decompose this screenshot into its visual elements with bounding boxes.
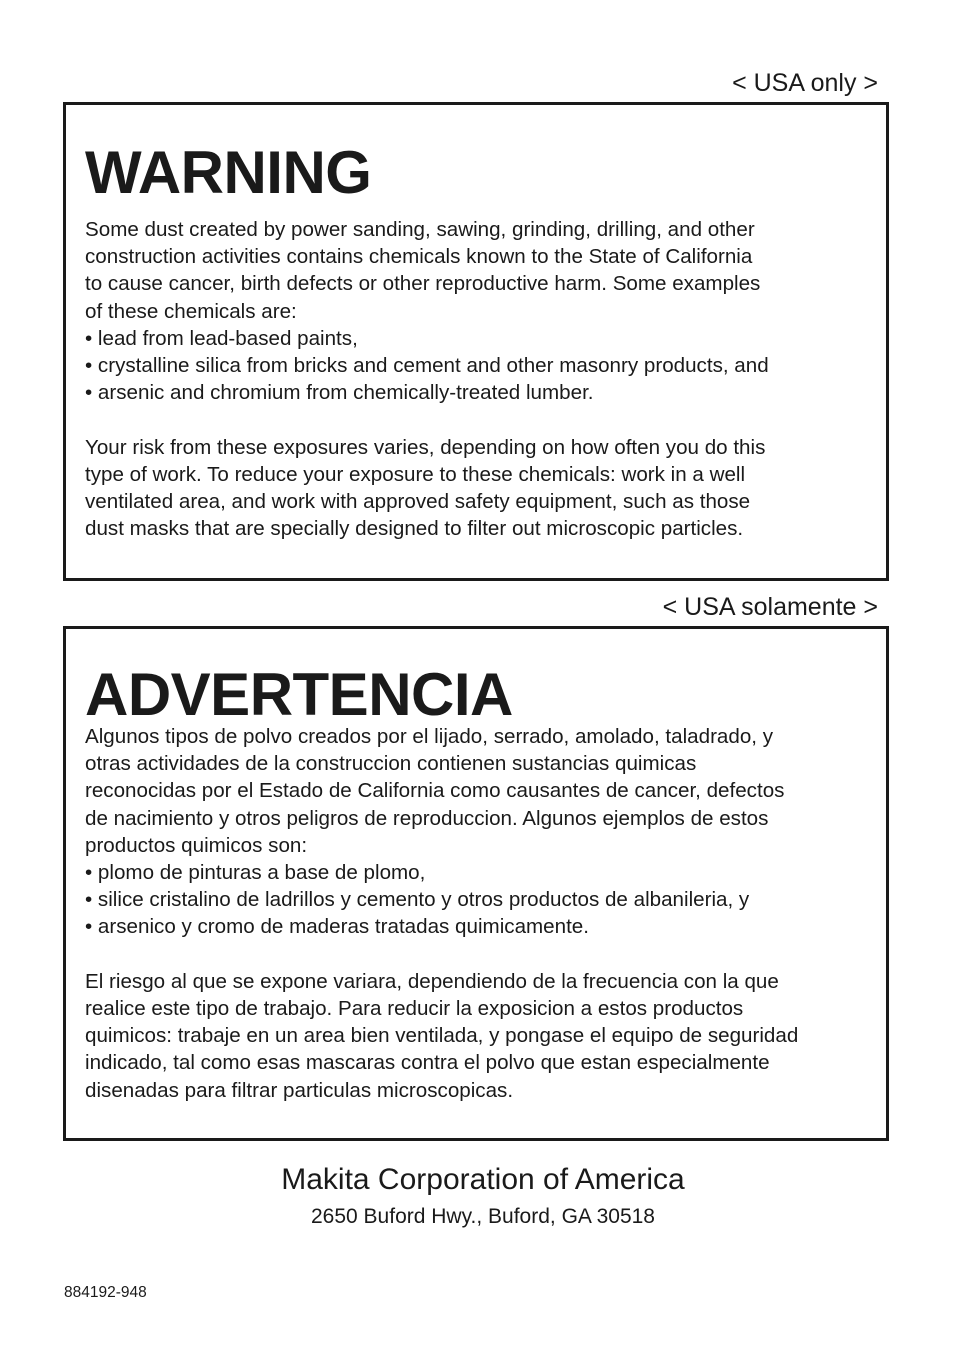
warning-risk-line: Your risk from these exposures varies, depending on how often you do this — [85, 435, 766, 459]
advertencia-risk-paragraph — [85, 968, 876, 1104]
company-address: 2650 Buford Hwy., Buford, GA 30518 — [311, 1205, 655, 1228]
warning-title: WARNING — [85, 139, 372, 206]
advertencia-risk-line: indicado, tal como esas mascaras contra el polvo que estan especialmente — [85, 1051, 770, 1075]
warning-bullet-item: • arsenic and chromium from chemically-treated lumber. — [85, 381, 594, 405]
advertencia-intro-line: productos quimicos son: — [85, 833, 308, 857]
advertencia-bullet-item: • plomo de pinturas a base de plomo, — [85, 861, 426, 885]
warning-intro-line: construction activities contains chemicals known to the State of California — [85, 245, 753, 269]
advertencia-bullet-item: • silice cristalino de ladrillos y cemento y otros productos de albanileria, y — [85, 888, 750, 912]
warning-box-english — [63, 102, 889, 581]
warning-body — [85, 216, 876, 542]
warning-risk-line: type of work. To reduce your exposure to these chemicals: work in a well — [85, 462, 746, 486]
warning-bullet-item: • lead from lead-based paints, — [85, 326, 358, 350]
advertencia-intro-line: de nacimiento y otros peligros de reproduccion. Algunos ejemplos de estos — [85, 806, 769, 830]
advertencia-risk-line: disenadas para filtrar particulas microscopicas. — [85, 1078, 514, 1102]
warning-box-spanish — [63, 626, 889, 1141]
warning-intro-line: to cause cancer, birth defects or other reproductive harm. Some examples — [85, 272, 761, 296]
advertencia-intro-line: otras actividades de la construccion contienen sustancias quimicas — [85, 752, 697, 776]
warning-intro-line: Some dust created by power sanding, sawing, grinding, drilling, and other — [85, 218, 755, 241]
part-number: 884192-948 — [64, 1284, 147, 1301]
region-label-usa-solamente: < USA solamente > — [662, 593, 878, 621]
warning-risk-paragraph — [85, 434, 876, 543]
advertencia-intro-paragraph — [85, 723, 876, 941]
advertencia-risk-line: quimicos: trabaje en un area bien ventilada, y pongase el equipo de seguridad — [85, 1024, 799, 1048]
warning-intro-line: of these chemicals are: — [85, 299, 297, 323]
advertencia-body — [85, 723, 876, 1104]
advertencia-intro-line: reconocidas por el Estado de California como causantes de cancer, defectos — [85, 779, 785, 803]
warning-risk-line: ventilated area, and work with approved safety equipment, such as those — [85, 490, 751, 514]
region-label-usa-only: < USA only > — [732, 69, 878, 97]
warning-risk-line: dust masks that are specially designed to filter out microscopic particles. — [85, 517, 744, 541]
company-name: Makita Corporation of America — [281, 1163, 685, 1196]
warning-intro-paragraph — [85, 216, 876, 406]
advertencia-title: ADVERTENCIA — [85, 661, 513, 728]
advertencia-intro-line: Algunos tipos de polvo creados por el lijado, serrado, amolado, taladrado, y — [85, 725, 774, 748]
warning-bullet-item: • crystalline silica from bricks and cement and other masonry products, and — [85, 354, 769, 378]
advertencia-risk-line: El riesgo al que se expone variara, dependiendo de la frecuencia con la que — [85, 969, 779, 993]
advertencia-bullet-item: • arsenico y cromo de maderas tratadas quimicamente. — [85, 915, 589, 939]
advertencia-risk-line: realice este tipo de trabajo. Para reducir la exposicion a estos productos — [85, 997, 744, 1021]
